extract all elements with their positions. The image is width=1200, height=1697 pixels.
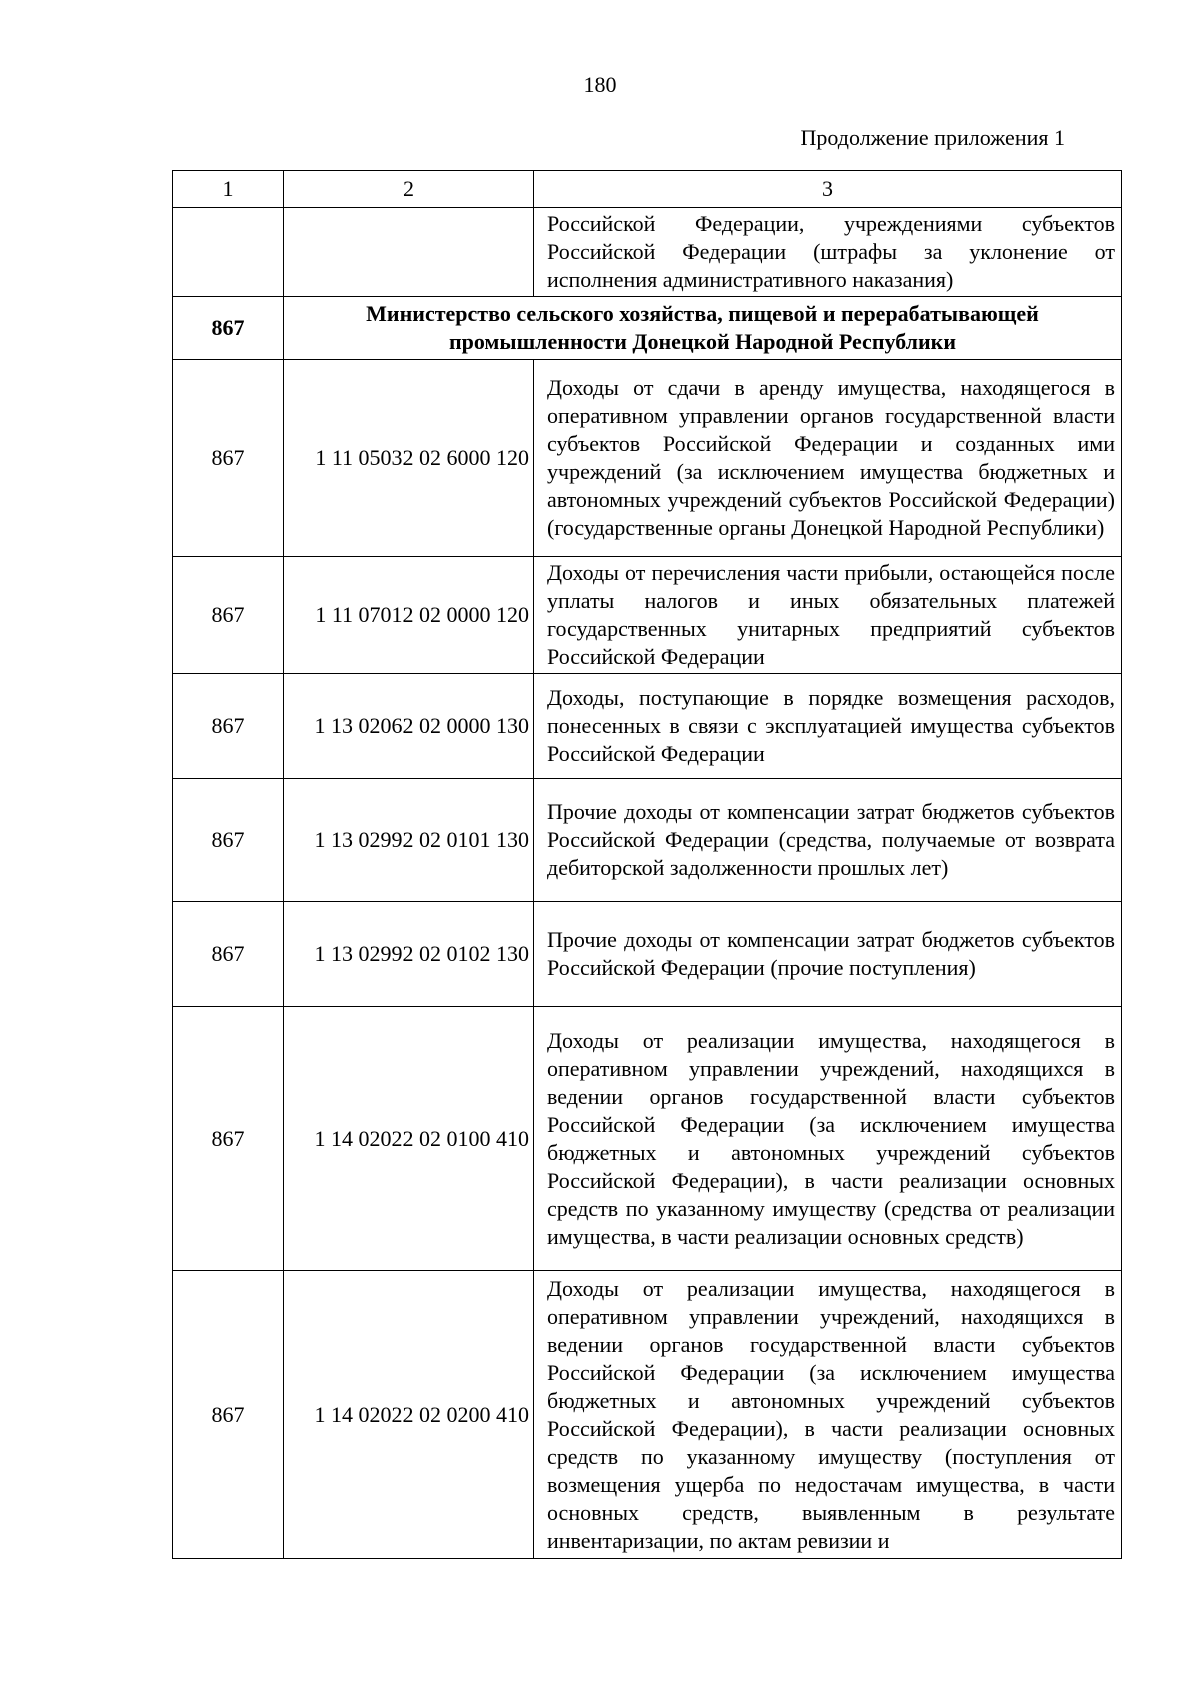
admin-code: 867 [173, 1271, 284, 1559]
revenue-code: 1 11 05032 02 6000 120 [284, 360, 534, 557]
table-row [173, 779, 1122, 902]
revenue-code: 1 13 02062 02 0000 130 [284, 674, 534, 779]
table-row-continuation [173, 208, 1122, 297]
revenue-codes-table [172, 170, 1122, 1559]
empty-cell [284, 208, 534, 297]
admin-code: 867 [173, 779, 284, 902]
revenue-code: 1 13 02992 02 0102 130 [284, 902, 534, 1007]
revenue-description: Доходы от перечисления части прибыли, остающейся после уплаты налогов и иных обязательных платежей государственных унитарных предприятий субъектов Российской Федерации [534, 557, 1122, 674]
table-row [173, 902, 1122, 1007]
table-row [173, 1007, 1122, 1271]
section-code: 867 [173, 297, 284, 360]
revenue-description: Доходы от сдачи в аренду имущества, находящегося в оперативном управлении органов государственной власти субъектов Российской Федерации и созданных ими учреждений (за исключением имущества бюджетных и автономных учреждений субъектов Российской Федерации) (государственные органы Донецкой Народной Республики) [534, 360, 1122, 557]
revenue-code: 1 13 02992 02 0101 130 [284, 779, 534, 902]
revenue-code: 1 11 07012 02 0000 120 [284, 557, 534, 674]
continuation-text: Российской Федерации, учреждениями субъектов Российской Федерации (штрафы за уклонение от исполнения административного наказания) [534, 208, 1122, 297]
revenue-description: Доходы, поступающие в порядке возмещения расходов, понесенных в связи с эксплуатацией имущества субъектов Российской Федерации [534, 674, 1122, 779]
empty-cell [173, 208, 284, 297]
revenue-code: 1 14 02022 02 0200 410 [284, 1271, 534, 1559]
revenue-description: Прочие доходы от компенсации затрат бюджетов субъектов Российской Федерации (средства, получаемые от возврата дебиторской задолженности прошлых лет) [534, 779, 1122, 902]
table-row [173, 557, 1122, 674]
table-header-row [173, 171, 1122, 208]
admin-code: 867 [173, 674, 284, 779]
section-header-row [173, 297, 1122, 360]
revenue-description: Прочие доходы от компенсации затрат бюджетов субъектов Российской Федерации (прочие поступления) [534, 902, 1122, 1007]
revenue-description: Доходы от реализации имущества, находящегося в оперативном управлении учреждений, находящихся в ведении органов государственной власти субъектов Российской Федерации (за исключением имущества бюджетных и автономных учреждений субъектов Российской Федерации), в части реализации основных средств по указанному имуществу (средства от реализации имущества, в части реализации основных средств) [534, 1007, 1122, 1271]
section-title: Министерство сельского хозяйства, пищевой и перерабатывающей промышленности Донецкой Народной Республики [284, 297, 1122, 360]
appendix-continuation-note: Продолжение приложения 1 [800, 125, 1065, 150]
admin-code: 867 [173, 360, 284, 557]
column-header-1: 1 [173, 171, 284, 208]
table-row [173, 360, 1122, 557]
admin-code: 867 [173, 557, 284, 674]
admin-code: 867 [173, 1007, 284, 1271]
table-row [173, 674, 1122, 779]
page-number: 180 [583, 72, 617, 97]
admin-code: 867 [173, 902, 284, 1007]
revenue-description: Доходы от реализации имущества, находящегося в оперативном управлении учреждений, находящихся в ведении органов государственной власти субъектов Российской Федерации (за исключением имущества бюджетных и автономных учреждений субъектов Российской Федерации), в части реализации основных средств по указанному имуществу (поступления от возмещения ущерба по недостачам имущества, в части основных средств, выявленным в результате инвентаризации, по актам ревизии и [534, 1271, 1122, 1559]
column-header-3: 3 [534, 171, 1122, 208]
revenue-code: 1 14 02022 02 0100 410 [284, 1007, 534, 1271]
column-header-2: 2 [284, 171, 534, 208]
table-row [173, 1271, 1122, 1559]
